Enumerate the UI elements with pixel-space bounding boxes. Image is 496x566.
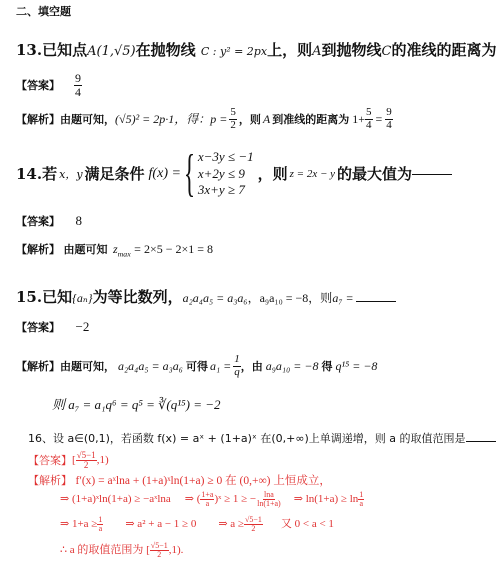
q15-a-eq1: a₂a₄a₅ = a₃a₆ xyxy=(118,359,183,374)
q13-curve: C : y² = 2px xyxy=(200,45,268,58)
q16-l1: f′(x) = aˣlna + (1+a)ˣln(1+a) ≥ 0 在 (0,+∞) 上恒成立， xyxy=(75,475,331,487)
q15-a1-den: q xyxy=(234,365,240,378)
q16-l2b-num: 1+a xyxy=(201,490,214,499)
q13-answer-den: 4 xyxy=(75,84,81,99)
q13-p-num: 5 xyxy=(230,106,236,118)
q14-objective: z = 2x − y xyxy=(289,167,336,180)
q15-a1-num: 1 xyxy=(234,353,240,365)
q13-r-num: 9 xyxy=(386,106,392,118)
q15-a-eq3: q¹⁵ = −8 xyxy=(335,359,378,374)
q13-r-fraction xyxy=(385,107,393,131)
q15-a-mid3: 得 xyxy=(321,359,333,373)
q13-prompt: 13.已知点A(1,√5)在抛物线 C : y² = 2px上，则A到抛物线C的准线的距离为 xyxy=(16,41,496,59)
q13-analysis-mid2: 到准线的距离为 xyxy=(272,112,350,126)
q13-d-eq: = xyxy=(375,112,383,127)
q16-answer xyxy=(28,451,109,471)
q13-prompt-mid: 在抛物线 xyxy=(135,41,196,59)
q16-l2b-den: a xyxy=(205,499,210,509)
q14-system xyxy=(181,145,254,202)
q13-answer-fraction xyxy=(74,72,82,98)
q13-p-den: 2 xyxy=(230,118,236,131)
q15-a-mid2: ，由 xyxy=(240,359,263,373)
q15-a1-fraction xyxy=(233,354,241,378)
q16-answer-post: ,1) xyxy=(96,454,109,467)
q14-answer-blank xyxy=(412,174,452,175)
q16-l3a-pre: ⇒ 1+a ≥ xyxy=(60,518,98,531)
q16-l2b-pre: ⇒ ( xyxy=(184,493,201,506)
q14-answer-label: 【答案】 xyxy=(16,215,60,228)
q16-l2a: ⇒ (1+a)ˣln(1+a) ≥ −aˣlna xyxy=(60,493,171,506)
q16-l3c-pre: ⇒ a ≥ xyxy=(218,518,244,531)
q16-l2b-fraction2 xyxy=(256,491,282,509)
q14-answer xyxy=(16,214,82,227)
q16-ans-num: √5−1 xyxy=(76,450,96,460)
q13-d-num: 5 xyxy=(366,106,372,118)
q16-l4-fraction xyxy=(150,542,169,560)
q16-l2c-pre: ⇒ ln(1+a) ≥ ln xyxy=(293,493,359,506)
q15-seq: {aₙ} xyxy=(72,291,93,305)
q16-l4-den: 2 xyxy=(157,550,162,560)
q16-prompt-text: 16、设 a∈(0,1)，若函数 f(x) = aˣ + (1+a)ˣ 在(0,+∞)上单调递增，则 a 的取值范围是 xyxy=(28,432,466,445)
q15-prompt-pre: 15.已知 xyxy=(16,288,73,306)
q15-analysis-pre: 由题可知， xyxy=(60,359,115,373)
q16-prompt xyxy=(28,433,496,444)
q14-analysis: 【解析】 由题可知 $z_{max} = 2\times 5 - 2\times 1 = 8$ xyxy=(16,242,214,259)
q13-r-den: 4 xyxy=(386,118,392,131)
q16-l3a-num: 1 xyxy=(98,515,103,524)
q13-prompt-end2: 的准线的距离为 xyxy=(391,41,496,59)
q16-ans-den: 2 xyxy=(83,460,89,471)
q15-a-eq2: a₉a₁₀ = −8 xyxy=(265,359,319,374)
q16-answer-fraction xyxy=(76,451,97,471)
q16-analysis-line2 xyxy=(60,491,364,509)
q16-l4-post: ,1). xyxy=(168,544,184,557)
q14-prompt-end: 的最大值为 xyxy=(337,164,413,183)
q14-constraint-2: x+2y ≤ 9 xyxy=(197,165,245,181)
q14-answer-value: 8 xyxy=(75,213,82,228)
q15-analysis-label: 【解析】 xyxy=(16,359,60,373)
q15-answer xyxy=(16,320,89,333)
q14-prompt-post: ，则 xyxy=(257,164,288,183)
q15-analysis-line2: 则 a₇ = a₁q⁶ = q⁵ = ∛(q¹⁵) = −2 xyxy=(52,397,221,412)
q13-d-den: 4 xyxy=(366,118,372,131)
q14-prompt xyxy=(16,145,452,202)
q14-prompt-mid: 满足条件 xyxy=(84,164,145,183)
q15-a-mid1: 可得 xyxy=(185,359,208,373)
q16-l2b-mid: )ˣ ≥ 1 ≥ − xyxy=(214,493,257,506)
q16-l3c-den: 2 xyxy=(251,524,256,534)
q16-l3b: ⇒ a² + a − 1 ≥ 0 xyxy=(125,518,197,531)
q16-answer-label: 【答案】 xyxy=(28,454,72,468)
q14-analysis-eq: = 2×5 − 2×1 = 8 xyxy=(134,242,214,256)
q13-answer xyxy=(16,72,82,98)
q16-analysis-line4 xyxy=(60,542,183,560)
q14-fx: f(x) = xyxy=(148,166,181,181)
q15-answer-blank xyxy=(356,301,396,302)
q13-p-fraction xyxy=(229,107,237,131)
q13-dist-pre: 1+ xyxy=(352,112,365,127)
q16-l3d: 又 0 < a < 1 xyxy=(280,518,334,531)
q13-analysis: 【解析】 由题可知， (√5)² = 2p·1，得：p = $\frac{5}{2}$ ，则 A 到准线的距离为 1+ $\frac{5}{4}$ = $\frac{9}{4}$ xyxy=(16,106,392,131)
q16-l2c-den: a xyxy=(359,499,364,509)
q13-analysis-label: 【解析】 xyxy=(16,112,60,126)
q16-l2c-num: 1 xyxy=(359,490,364,499)
q16-l2b-den2: ln(1+a) xyxy=(257,499,281,509)
q15-cond2: ，a₉a₁₀ = −8，则 xyxy=(247,291,333,305)
q13-prompt-pre: 13.已知点 xyxy=(16,41,88,59)
q16-l3a-den: a xyxy=(98,524,103,534)
q16-l2b-num2: lna xyxy=(264,490,274,499)
q14-constraints xyxy=(198,149,254,200)
q13-answer-label: 【答案】 xyxy=(16,78,60,92)
q13-analysis-pre: 由题可知， xyxy=(60,112,115,126)
q16-l3c-fraction xyxy=(244,516,263,534)
q14-brace: { xyxy=(183,145,196,202)
q14-constraint-3: 3x+y ≥ 7 xyxy=(197,182,245,198)
q16-l4-num: √5−1 xyxy=(150,541,168,550)
q16-answer-pre: [ xyxy=(72,454,76,467)
q15-answer-label: 【答案】 xyxy=(16,321,60,334)
q16-l2c-fraction xyxy=(358,491,364,509)
q16-l3a-fraction xyxy=(97,516,103,534)
section-title: 二、填空题 xyxy=(16,5,71,18)
q16-analysis-line3 xyxy=(60,516,334,534)
q14-constraint-1: x−3y ≤ −1 xyxy=(197,148,254,164)
q15-analysis xyxy=(16,354,377,378)
q15-prompt xyxy=(16,290,396,305)
q13-analysis-eq: (√5)² = 2p·1，得：p = xyxy=(115,112,228,127)
q14-vars: x，y xyxy=(59,167,83,181)
q16-answer-blank xyxy=(466,441,496,442)
q13-answer-num: 9 xyxy=(75,71,81,85)
q13-analysis-mid: ，则 xyxy=(238,112,261,126)
q14-analysis-pre: 由题可知 xyxy=(63,243,108,256)
q15-answer-value: −2 xyxy=(75,319,90,334)
q13-d-fraction xyxy=(365,107,373,131)
q13-prompt-end: 到抛物线 xyxy=(321,41,382,59)
q15-prompt-mid: 为等比数列， xyxy=(92,288,183,306)
q15-prompt-end: a₇ = xyxy=(332,291,354,305)
q15-cond1: a₂a₄a₅ = a₃a₆ xyxy=(182,291,248,305)
q15-a1-eq: a₁ = xyxy=(209,359,232,374)
q16-analysis-label: 【解析】 xyxy=(28,474,72,487)
q13-prompt-post: 上，则 xyxy=(267,41,313,59)
q14-prompt-pre: 14.若 xyxy=(16,164,58,183)
q16-l2b-fraction xyxy=(200,491,214,509)
q14-analysis-label: 【解析】 xyxy=(16,243,60,256)
q16-l3c-num: √5−1 xyxy=(244,515,262,524)
q13-point: A(1,√5) xyxy=(87,44,136,59)
q16-l4-pre: ∴ a 的取值范围为 [ xyxy=(60,544,150,557)
q16-analysis-line1 xyxy=(28,475,331,488)
